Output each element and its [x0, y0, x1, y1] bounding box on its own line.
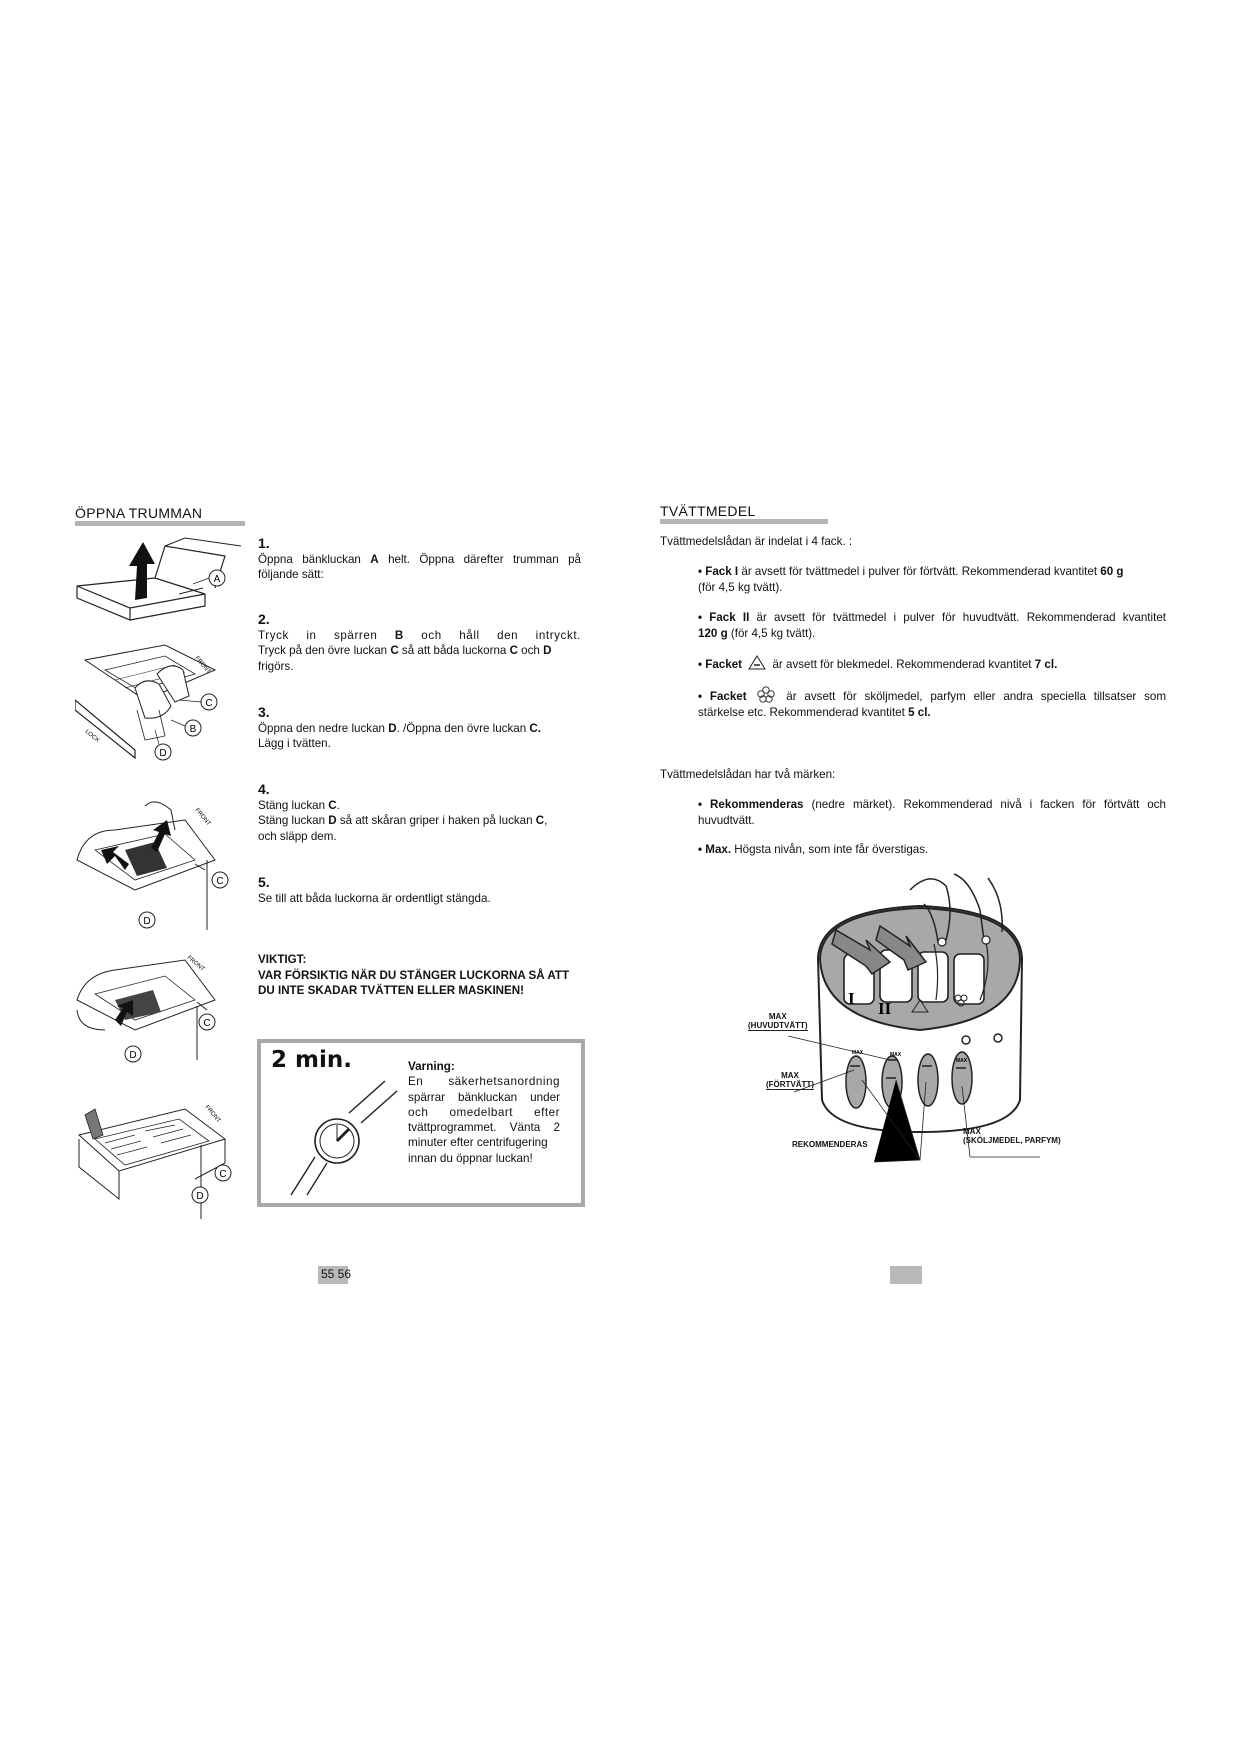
- step-5-number: 5.: [258, 874, 270, 890]
- step-1: 1. Öppna bänkluckan A helt. Öppna därefter trumman på följande sätt:: [258, 535, 582, 581]
- illustration-close-flaps: [75, 950, 235, 1070]
- compartment-label-ii: II: [878, 999, 892, 1018]
- right-page-number-box: [890, 1266, 922, 1284]
- dispenser-intro: Tvättmedelslådan är indelat i 4 fack. :: [660, 535, 853, 548]
- label-max-fortvatt: MAX (FÖRTVÄTT): [766, 1071, 814, 1089]
- label-a: A: [213, 574, 221, 585]
- window-max-2: MAX: [890, 1052, 902, 1058]
- label-d-4: D: [129, 1050, 137, 1061]
- label-d-3: D: [143, 916, 151, 927]
- left-section-title: ÖPPNA TRUMMAN: [75, 505, 203, 521]
- left-page-number: 55 56: [321, 1267, 352, 1281]
- illustration-open-lid: [75, 536, 245, 626]
- compartment-1: • Fack I är avsett för tvättmedel i pulver för förtvätt. Rekommenderad kvantitet 60 g (för 4,5 kg tvätt).: [698, 565, 1124, 594]
- step-3: 3. Öppna den nedre luckan D. /Öppna den övre luckan C. Lägg i tvätten.: [258, 705, 581, 752]
- wait-time-label: 2 min.: [271, 1047, 352, 1073]
- label-lock: LOCK: [83, 728, 101, 745]
- step-5: 5. Se till att båda luckorna är ordentligt stängda.: [258, 875, 581, 906]
- label-max-huvudtvatt: MAX (HUVUDTVÄTT): [748, 1012, 808, 1030]
- right-section-title: TVÄTTMEDEL: [660, 503, 756, 519]
- mark-recommended: • Rekommenderas (nedre märket). Rekommenderad nivå i facken för förtvätt och huvudtvätt.: [698, 798, 1166, 827]
- compartment-bleach: • Facket är avsett för blekmedel. Rekommenderad kvantitet 7 cl.: [698, 655, 1166, 673]
- label-c-4: C: [203, 1018, 211, 1029]
- label-max-skoljmedel: MAX (SKÖLJMEDEL, PARFYM): [963, 1127, 1061, 1145]
- illustration-open-flaps: [75, 790, 235, 930]
- step-4: 4. Stäng luckan C. Stäng luckan D så att skåran griper i haken på luckan C, och släpp dem.: [258, 782, 581, 844]
- step-3-number: 3.: [258, 704, 270, 720]
- label-front-2: FRONT: [193, 655, 212, 676]
- left-title-underline: [75, 521, 245, 526]
- label-c-2: C: [205, 698, 213, 709]
- illustration-drum-closed: [75, 1095, 240, 1220]
- compartment-softener: • Facket är avsett för sköljmedel, parfym eller andra speciella tillsatser som stärkelse etc. Rekommenderad kvantitet 5 cl.: [698, 686, 1166, 720]
- label-c-5: C: [219, 1169, 227, 1180]
- step-2: 2. Tryck in spärren B och håll den intryckt. Tryck på den övre luckan C så att båda luckorna C och D frigörs.: [258, 611, 581, 673]
- label-rekommenderas: REKOMMENDERAS: [792, 1140, 868, 1149]
- wristwatch-icon: [281, 1077, 401, 1197]
- right-title-underline: [660, 519, 828, 524]
- mark-max: • Max. Högsta nivån, som inte får överstigas.: [698, 843, 929, 856]
- step-1-number: 1.: [258, 535, 270, 551]
- compartment-label-i: I: [848, 989, 855, 1008]
- step-2-number: 2.: [258, 611, 270, 627]
- important-warning: VIKTIGT: VAR FÖRSIKTIG NÄR DU STÄNGER LUCKORNA SÅ ATT DU INTE SKADAR TVÄTTEN ELLER MASKINEN!: [258, 953, 570, 997]
- label-front-4: FRONT: [185, 954, 206, 973]
- label-front-5: FRONT: [203, 1104, 222, 1125]
- illustration-press-latch: [75, 640, 240, 770]
- label-d-5: D: [196, 1191, 204, 1202]
- label-front-3: FRONT: [193, 807, 212, 828]
- label-c-3: C: [216, 876, 224, 887]
- label-b: B: [189, 724, 197, 735]
- label-d-2: D: [159, 748, 167, 759]
- marks-intro: Tvättmedelslådan har två märken:: [660, 768, 836, 781]
- window-max-1: MAX: [852, 1050, 864, 1056]
- window-max-3: MAX: [956, 1058, 968, 1064]
- compartment-2: • Fack II är avsett för tvättmedel i pulver för huvudtvätt. Rekommenderad kvantitet 120 g (för 4,5 kg tvätt).: [698, 611, 1166, 640]
- bleach-triangle-icon: [748, 655, 766, 670]
- lock-warning-text: Varning: En säkerhetsanordning spärrar bänkluckan under och omedelbart efter tvättprogrammet. Vänta 2 minuter efter centrifugering innan du öppnar luckan!: [408, 1060, 560, 1165]
- flower-softener-icon: [757, 686, 775, 703]
- step-4-number: 4.: [258, 781, 270, 797]
- door-lock-warning-box: [257, 1039, 585, 1207]
